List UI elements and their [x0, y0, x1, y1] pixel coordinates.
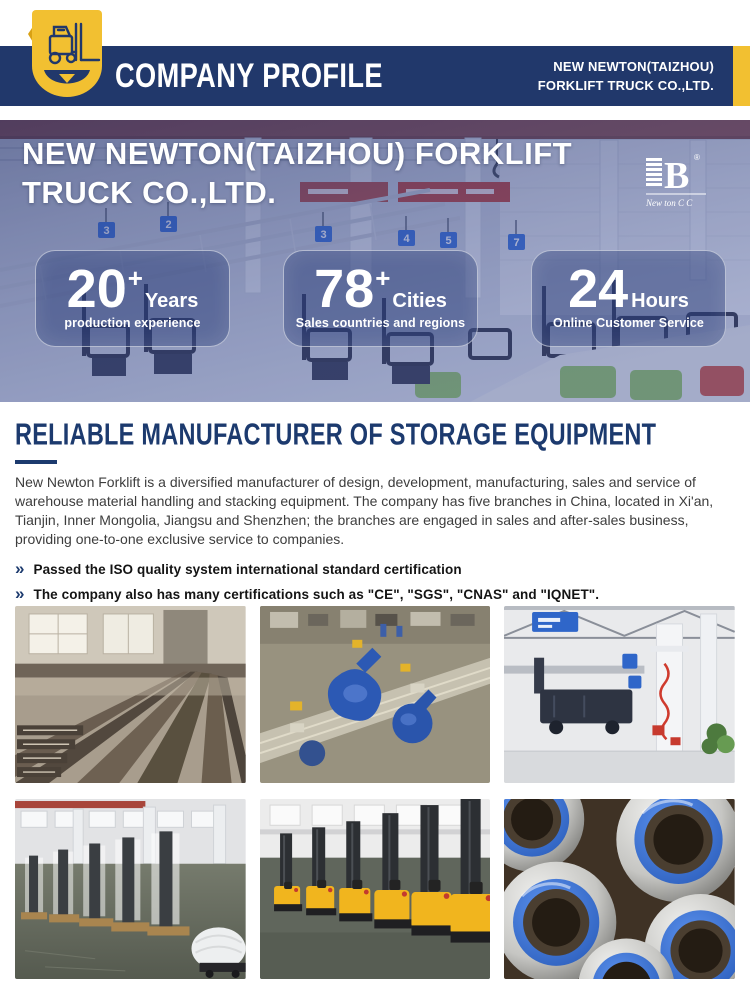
photo-forklift-assembly-station	[504, 606, 735, 783]
stat-card-cities	[283, 250, 478, 347]
header-company-name: NEW NEWTON(TAIZHOU) FORKLIFT TRUCK CO.,LTD.	[537, 59, 714, 93]
photo-gallery	[15, 606, 735, 979]
photo-wrapped-stackers-warehouse	[15, 799, 246, 979]
stat-value: 24	[568, 259, 629, 320]
header-accent-stripe	[733, 46, 750, 106]
hero-stats	[0, 250, 750, 345]
chevron-icon: »	[15, 559, 25, 578]
hero-banner	[0, 120, 750, 402]
hero-title: NEW NEWTON(TAIZHOU) FORKLIFT TRUCK CO.,LTD.	[22, 136, 573, 210]
stat-unit: Hours	[631, 289, 689, 312]
section-heading: RELIABLE MANUFACTURER OF STORAGE EQUIPMENT	[15, 417, 657, 452]
stat-plus: +	[375, 262, 391, 293]
stat-card-years	[35, 250, 230, 347]
page-title-text: COMPANY PROFILE	[115, 56, 383, 95]
photo-hydraulic-cylinder-parts	[504, 799, 735, 979]
stat-unit: Cities	[392, 289, 447, 312]
page-title	[115, 46, 450, 106]
forklift-badge-icon	[24, 8, 110, 104]
stat-caption: production experience	[64, 315, 201, 330]
bullet-item: » The company also has many certifications such as "CE", "SGS", "CNAS" and "IQNET".	[15, 584, 600, 603]
page-header	[0, 0, 750, 120]
svg-text:B: B	[664, 155, 690, 197]
svg-text:New ton C C: New ton C C	[646, 198, 693, 208]
heading-underline	[15, 460, 57, 464]
stat-unit: Years	[144, 289, 199, 312]
stat-caption: Sales countries and regions	[295, 315, 466, 330]
svg-text:®: ®	[694, 153, 700, 162]
stat-value: 78	[314, 259, 375, 320]
brand-logo	[644, 150, 710, 220]
about-paragraph: New Newton Forklift is a diversified manufacturer of design, development, manufacturing, sales and service of warehouse material handling and stacking equipment. The company has five branches in China, located in Xi'an, Tianjin, Inner Mongolia, Jiangsu and Shenzhen; the branches are engaged in sales and after-sales business, providing one-to-one exclusive service to companies.	[15, 474, 714, 547]
stat-plus: +	[127, 262, 143, 293]
stat-card-hours	[531, 250, 726, 347]
stat-value: 20	[66, 259, 127, 320]
stat-caption: Online Customer Service	[553, 315, 704, 330]
certification-bullets	[15, 560, 735, 602]
chevron-icon: »	[15, 584, 25, 603]
photo-yellow-pallet-stackers	[260, 799, 491, 979]
bullet-item: » Passed the ISO quality system international standard certification	[15, 559, 462, 578]
photo-steel-profiles-warehouse	[15, 606, 246, 783]
photo-robotic-welding-line	[260, 606, 491, 783]
about-section	[0, 402, 750, 606]
